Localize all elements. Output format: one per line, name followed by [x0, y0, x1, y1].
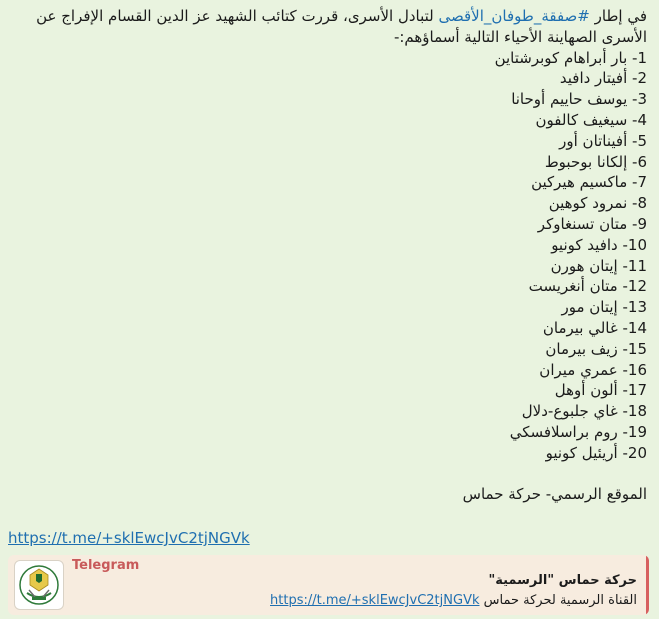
- name-item: 19- روم براسلافسكي: [509, 422, 647, 441]
- name-item: 8- نمرود كوهين: [548, 194, 647, 213]
- preview-description-link[interactable]: https://t.me/+sklEwcJvC2tjNGVk: [270, 593, 480, 608]
- intro-prefix: في إطار: [589, 7, 647, 25]
- name-item: 6- إلكانا بوحبوط: [544, 152, 647, 171]
- name-item: 4- سيغيف كالفون: [535, 110, 647, 129]
- source-line: الموقع الرسمي- حركة حماس: [462, 484, 647, 503]
- preview-description-text: القناة الرسمية لحركة حماس: [479, 593, 637, 608]
- name-item: 2- أفيتار دافيد: [559, 69, 647, 88]
- name-item: 9- متان تسنغاوكر: [537, 214, 647, 233]
- name-item: 1- بار أبراهام كوبرشتاين: [494, 48, 647, 67]
- name-item: 10- دافيد كونيو: [551, 235, 647, 254]
- hamas-emblem-icon: [14, 560, 64, 610]
- name-item: 5- أفيناتان أور: [559, 131, 647, 150]
- name-item: 3- يوسف حاييم أوحانا: [511, 90, 647, 109]
- name-item: 17- ألون أوهل: [554, 381, 647, 400]
- name-item: 16- عمري ميران: [539, 360, 647, 379]
- hashtag-link[interactable]: #صفقة_طوفان_الأقصى: [438, 7, 590, 25]
- telegram-link[interactable]: https://t.me/+sklEwcJvC2tjNGVk: [8, 529, 250, 547]
- name-item: 12- متان أنغريست: [528, 277, 647, 296]
- names-list: [8, 48, 647, 464]
- name-item: 13- إيتان مور: [561, 298, 647, 317]
- link-preview-card[interactable]: [8, 555, 649, 615]
- message-text: [8, 6, 647, 504]
- name-item: 7- ماكسيم هيركين: [531, 173, 647, 192]
- preview-title: حركة حماس "الرسمية": [488, 573, 637, 588]
- name-item: 14- غالي بيرمان: [542, 318, 647, 337]
- preview-site-name: Telegram: [72, 558, 140, 573]
- preview-description: [270, 593, 637, 608]
- message-intro: [8, 6, 647, 48]
- preview-accent-bar: [646, 555, 649, 615]
- name-item: 15- زيف بيرمان: [545, 339, 647, 358]
- name-item: 18- غاي جلبوع-دلال: [521, 402, 647, 421]
- name-item: 20- أريئيل كونيو: [545, 443, 647, 462]
- name-item: 11- إيتان هورن: [550, 256, 647, 275]
- intro-rest: لتبادل الأسرى، قررت كتائب الشهيد عز الدين القسام الإفراج عن الأسرى الصهاينة الأحياء التالية أسماؤهم:-: [36, 7, 647, 46]
